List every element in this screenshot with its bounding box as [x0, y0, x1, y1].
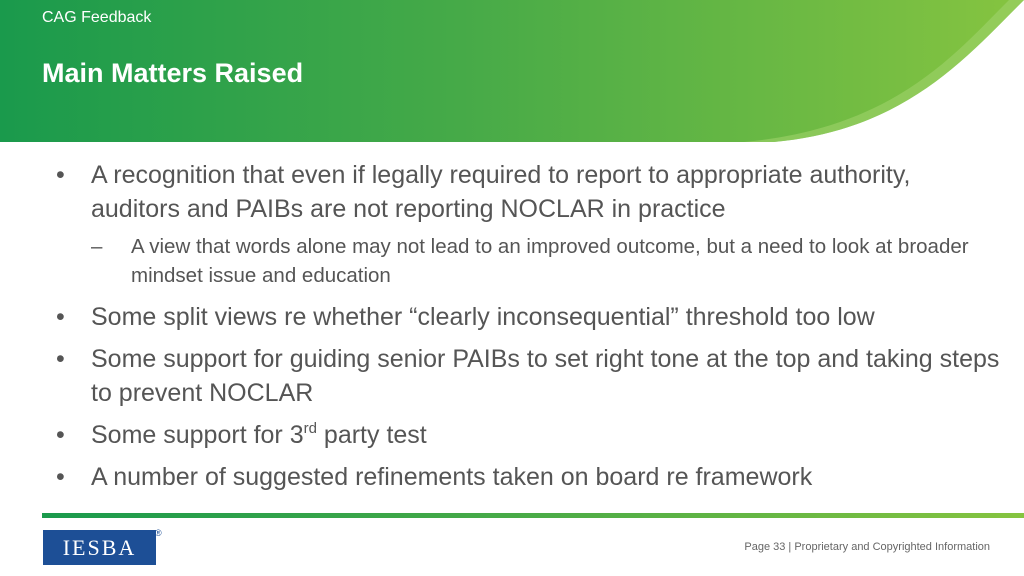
registered-mark: ®: [155, 528, 162, 538]
bullet-symbol: •: [56, 161, 65, 189]
sub-bullet-item: [56, 232, 1006, 290]
bullet-symbol: •: [56, 303, 65, 331]
bullet-text: Some split views re whether “clearly inconsequential” threshold too low: [91, 303, 875, 331]
bullet-symbol: •: [56, 421, 65, 449]
bullet-item: [56, 460, 1006, 494]
bullet-text-before: Some support for 3: [91, 421, 304, 449]
bullet-item: [56, 418, 1006, 452]
page-title: Main Matters Raised: [42, 58, 304, 88]
iesba-logo: IESBA: [43, 530, 156, 565]
bullet-symbol: •: [56, 345, 65, 373]
bullet-superscript: rd: [303, 420, 317, 437]
page-info: Page 33 | Proprietary and Copyrighted Information: [744, 541, 990, 553]
footer-divider: [42, 513, 1024, 518]
bullet-text-after: party test: [316, 421, 427, 449]
section-label: CAG Feedback: [42, 9, 152, 26]
bullet-item: [56, 342, 1006, 410]
sub-bullet-symbol: –: [91, 235, 103, 258]
bullet-item: [56, 158, 1006, 226]
sub-bullet-text: A view that words alone may not lead to an improved outcome, but a need to look at broader mindset issue and education: [131, 235, 969, 287]
bullet-text: A recognition that even if legally required to report to appropriate authority, auditors and PAIBs are not reporting NOCLAR in practice: [91, 161, 911, 223]
bullet-list: [56, 158, 1006, 502]
bullet-symbol: •: [56, 463, 65, 491]
header-banner: [0, 0, 1024, 142]
header-wave-decoration: [604, 0, 1024, 142]
bullet-text: Some support for guiding senior PAIBs to set right tone at the top and taking steps to prevent NOCLAR: [91, 345, 1000, 407]
bullet-item: [56, 300, 1006, 334]
bullet-text: A number of suggested refinements taken on board re framework: [91, 463, 813, 491]
